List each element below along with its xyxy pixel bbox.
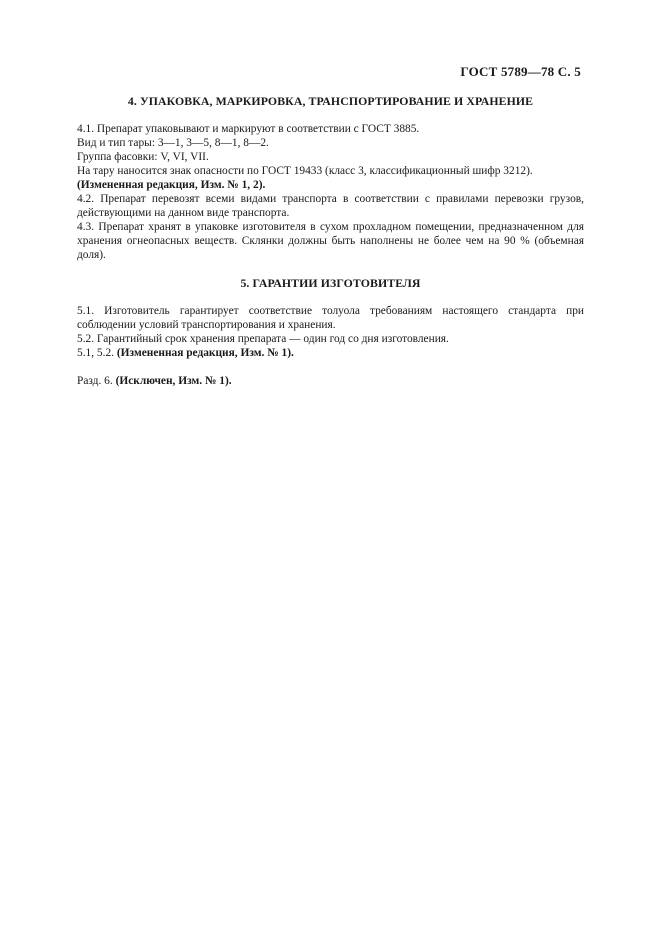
section-6-text: (Исключен, Изм. № 1). — [115, 375, 232, 387]
section-5-heading: 5. ГАРАНТИИ ИЗГОТОВИТЕЛЯ — [240, 276, 421, 290]
paragraph-4-1-text: 4.1. Препарат упаковывают и маркируют в соответствии с ГОСТ 3885. — [77, 123, 420, 135]
paragraph-4-3 — [77, 220, 584, 262]
paragraph-4-2 — [77, 192, 584, 220]
paragraph-4-3-text: 4.3. Препарат хранят в упаковке изготовителя в сухом прохладном помещении, предназначенном для хранения огнеопасных веществ. Склянки должны быть наполнены не более чем на 90 % (объемная доля). — [77, 221, 584, 261]
amendment-note-5-label: 5.1, 5.2. — [77, 347, 115, 359]
paragraph-5-2 — [77, 332, 584, 346]
document-reference: ГОСТ 5789—78 С. 5 — [460, 64, 581, 79]
paragraph-5-1-text: 5.1. Изготовитель гарантирует соответствие толуола требованиям настоящего стандарта при соблюдении условий транспортирования и хранения. — [77, 305, 584, 331]
paragraph-5-1 — [77, 304, 584, 332]
paragraph-4-1-sign: На тару наносится знак опасности по ГОСТ 19433 (класс 3, классификационный шифр 3212). — [77, 165, 533, 177]
amendment-note-5-text: (Измененная редакция, Изм. № 1). — [116, 347, 294, 359]
paragraph-4-1-group: Группа фасовки: V, VI, VII. — [77, 151, 209, 163]
document-body — [77, 94, 584, 388]
spacer — [77, 360, 584, 374]
paragraph-4-2-text: 4.2. Препарат перевозят всеми видами транспорта в соответствии с правилами перевозки грузов, действующими на данном виде транспорта. — [77, 193, 584, 219]
paragraph-4-1 — [77, 122, 584, 136]
section-4-heading: 4. УПАКОВКА, МАРКИРОВКА, ТРАНСПОРТИРОВАНИЕ И ХРАНЕНИЕ — [127, 94, 534, 108]
paragraph-4-1-tara: Вид и тип тары: 3—1, 3—5, 8—1, 8—2. — [77, 137, 269, 149]
section-6-note — [77, 374, 584, 388]
amendment-note-5 — [77, 346, 584, 360]
paragraph-5-2-text: 5.2. Гарантийный срок хранения препарата — один год со дня изготовления. — [77, 333, 449, 345]
amendment-note-4-1: (Измененная редакция, Изм. № 1, 2). — [77, 179, 266, 191]
section-6-label: Разд. 6. — [77, 375, 113, 387]
